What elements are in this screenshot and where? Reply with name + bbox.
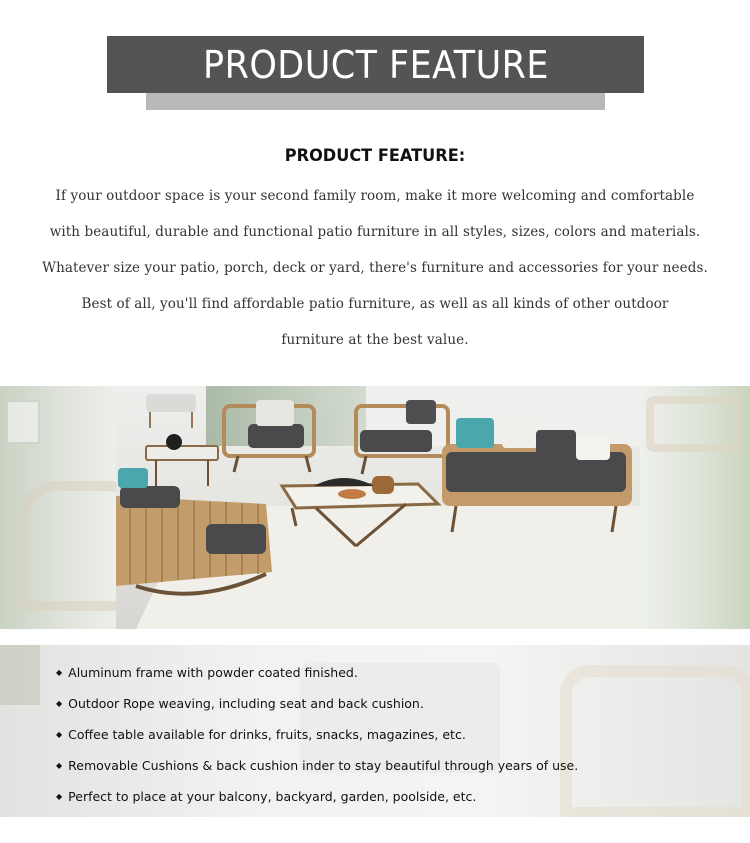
faded-photo-right <box>640 386 750 629</box>
background-lounge-chair <box>146 394 196 428</box>
coffee-table <box>282 476 438 546</box>
feature-text: Perfect to place at your balcony, backyard, garden, poolside, etc. <box>68 789 477 804</box>
feature-text: Outdoor Rope weaving, including seat and back cushion. <box>68 696 424 711</box>
intro-line: If your outdoor space is your second family room, make it more welcoming and comfortable <box>55 188 695 204</box>
intro-paragraph <box>30 178 720 358</box>
product-photo-strip <box>0 386 750 629</box>
list-item <box>56 688 578 719</box>
faded-photo-left <box>0 386 116 629</box>
diamond-bullet-icon: ◆ <box>56 699 63 708</box>
intro-line: with beautiful, durable and functional patio furniture in all styles, sizes, colors and materials. <box>49 224 701 240</box>
feature-text: Coffee table available for drinks, fruits, snacks, magazines, etc. <box>68 727 466 742</box>
list-item <box>56 657 578 688</box>
features-panel <box>0 645 750 817</box>
armchair-right <box>356 400 448 474</box>
intro-line: furniture at the best value. <box>281 332 469 348</box>
intro-line: Whatever size your patio, porch, deck or yard, there's furniture and accessories for your needs. <box>42 260 708 276</box>
feature-text: Removable Cushions & back cushion inder to stay beautiful through years of use. <box>68 758 579 773</box>
sofa <box>442 418 632 532</box>
side-table <box>146 434 218 486</box>
banner-title: PRODUCT FEATURE <box>202 42 549 87</box>
diamond-bullet-icon: ◆ <box>56 792 63 801</box>
feature-list <box>56 657 578 812</box>
list-item <box>56 781 578 812</box>
diamond-bullet-icon: ◆ <box>56 761 63 770</box>
bg-plant-shape <box>0 645 40 705</box>
list-item <box>56 750 578 781</box>
title-banner <box>107 36 644 93</box>
front-armchair <box>116 468 272 594</box>
faded-sofa-shape <box>646 396 742 452</box>
diamond-bullet-icon: ◆ <box>56 730 63 739</box>
diamond-bullet-icon: ◆ <box>56 668 63 677</box>
patio-furniture-photo <box>116 386 640 629</box>
furniture-illustration <box>116 386 640 629</box>
bg-chair-shape <box>560 665 750 817</box>
lantern-shape <box>6 400 40 444</box>
armchair-back <box>224 400 314 472</box>
section-heading: PRODUCT FEATURE: <box>284 146 466 166</box>
feature-text: Aluminum frame with powder coated finished. <box>68 665 358 680</box>
list-item <box>56 719 578 750</box>
intro-line: Best of all, you'll find affordable patio furniture, as well as all kinds of other outdoor <box>81 296 669 312</box>
